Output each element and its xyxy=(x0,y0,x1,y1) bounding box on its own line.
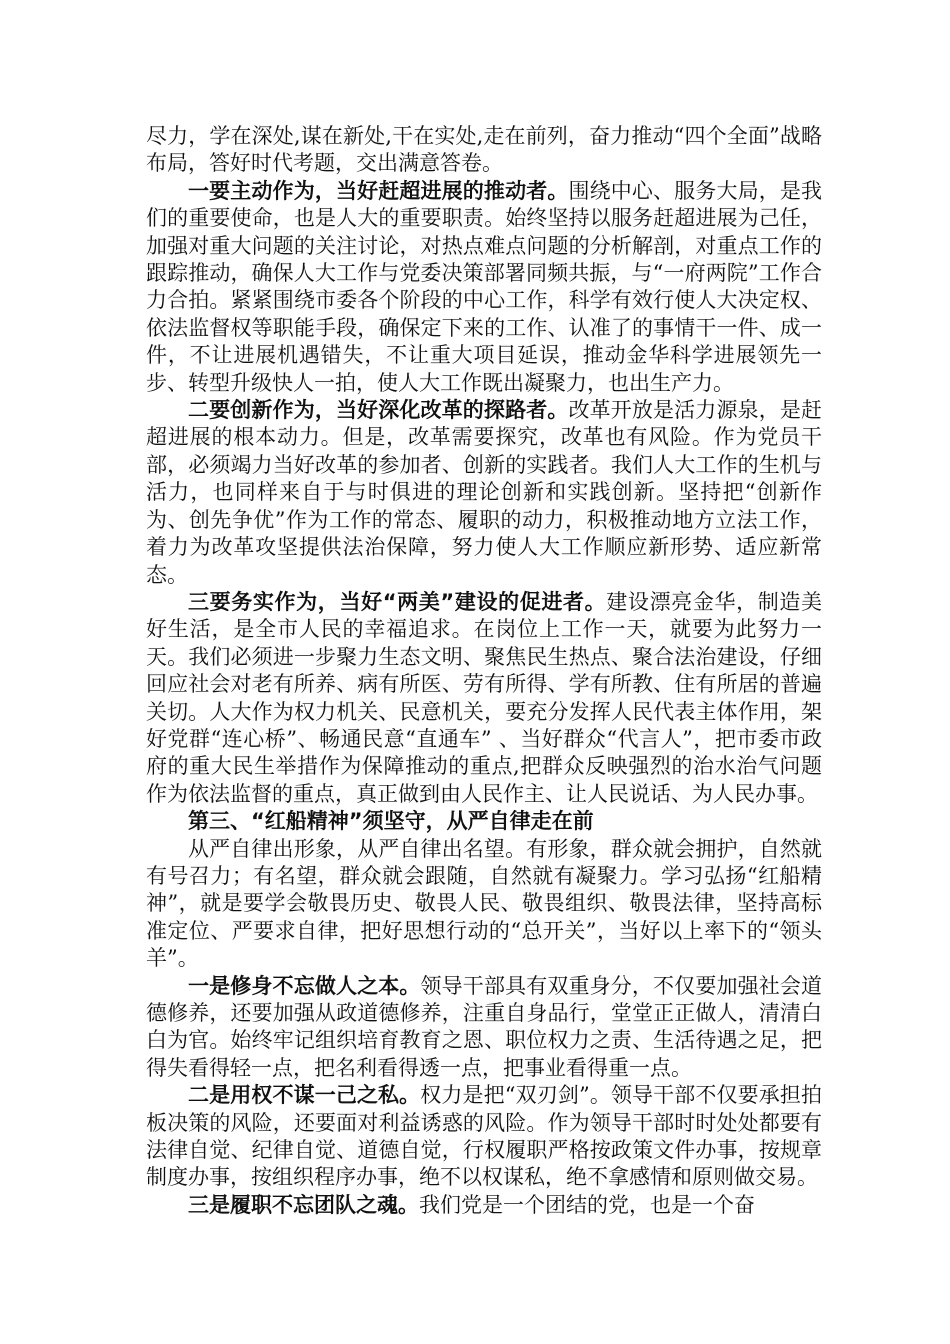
paragraph-intro xyxy=(146,123,822,178)
paragraph-subpoint-3 xyxy=(146,1192,822,1219)
paragraph-lead: 二要创新作为，当好深化改革的探路者。 xyxy=(188,398,569,423)
paragraph-text: 建设漂亮金华，制造美好生活，是全市人民的幸福追求。在岗位上工作一天，就要为此努力一天。我们必须进一步聚力生态文明、聚焦民生热点、聚合法治建设，仔细回应社会对老有所养、病有所医、劳有所得、学有所教、住有所居的普遍关切。人大作为权力机关、民意机关，要充分发挥人民代表主体作用，架好党群“连心桥”、畅通民意“直通车” 、当好群众“代言人”，把市委市政府的重大民生举措作为保障推动的重点,把群众反映强烈的治水治气问题作为依法监督的重点，真正做到由人民作主、让人民说话、为人民办事。 xyxy=(146,589,823,806)
paragraph-text: 我们党是一个团结的党，也是一个奋 xyxy=(419,1192,755,1217)
paragraph-text: 从严自律出形象，从严自律出名望。有形象，群众就会拥护，自然就有号召力；有名望，群众就会跟随，自然就有凝聚力。学习弘扬“红船精神”，就是要学会敬畏历史、敬畏人民、敬畏组织、敬畏法律，坚持高标准定位、严要求自律，把好思想行动的“总开关”，当好以上率下的“领头羊”。 xyxy=(146,836,822,971)
paragraph-lead: 三要务实作为，当好“两美”建设的促进者。 xyxy=(188,589,607,614)
paragraph-point-3 xyxy=(146,589,822,808)
section-heading: 第三、“红船精神”须坚守，从严自律走在前 xyxy=(188,809,594,834)
paragraph-text: 权力是把“双刃剑”。领导干部不仅要承担拍板决策的风险，还要面对利益诱惑的风险。作为领导干部时时处处都要有法律自觉、纪律自觉、道德自觉，行权履职严格按政策文件办事，按规章制度办事，按组织程序办事，绝不以权谋私，绝不拿感情和原则做交易。 xyxy=(146,1083,822,1190)
paragraph-point-1 xyxy=(146,178,822,397)
paragraph-section-intro xyxy=(146,836,822,973)
paragraph-text: 围绕中心、服务大局，是我们的重要使命，也是人大的重要职责。始终坚持以服务赶超进展为己任，加强对重大问题的关注讨论，对热点难点问题的分析解剖，对重点工作的跟踪推动，确保人大工作与党委决策部署同频共振，与“一府两院”工作合力合拍。紧紧围绕市委各个阶段的中心工作，科学有效行使人大决定权、依法监督权等职能手段，确保定下来的工作、认准了的事情干一件、成一件，不让进展机遇错失，不让重大项目延误，推动金华科学进展领先一步、转型升级快人一拍，使人大工作既出凝聚力，也出生产力。 xyxy=(146,178,823,395)
paragraph-text: 改革开放是活力源泉，是赶超进展的根本动力。但是，改革需要探究，改革也有风险。作为党员干部，必须竭力当好改革的参加者、创新的实践者。我们人大工作的生机与活力，也同样来自于与时俱进的理论创新和实践创新。坚持把“创新作为、创先争优”作为工作的常态、履职的动力，积极推动地方立法工作，着力为改革攻坚提供法治保障，努力使人大工作顺应新形势、适应新常态。 xyxy=(146,398,823,587)
paragraph-subpoint-1 xyxy=(146,973,822,1083)
paragraph-point-2 xyxy=(146,397,822,589)
paragraph-text: 领导干部具有双重身分，不仅要加强社会道德修养，还要加强从政道德修养，注重自身品行，堂堂正正做人，清清白白为官。始终牢记组织培育教育之恩、职位权力之责、生活待遇之足，把得失看得轻一点，把名利看得透一点，把事业看得重一点。 xyxy=(146,973,823,1080)
paragraph-lead: 一要主动作为，当好赶超进展的推动者。 xyxy=(188,178,569,203)
paragraph-text: 尽力，学在深处,谋在新处,干在实处,走在前列，奋力推动“四个全面”战略布局，答好时代考题，交出满意答卷。 xyxy=(146,124,822,176)
paragraph-lead: 二是用权不谋一己之私。 xyxy=(188,1083,421,1108)
paragraph-lead: 三是履职不忘团队之魂。 xyxy=(188,1192,419,1217)
paragraph-lead: 一是修身不忘做人之本。 xyxy=(188,973,421,998)
paragraph-subpoint-2 xyxy=(146,1082,822,1192)
